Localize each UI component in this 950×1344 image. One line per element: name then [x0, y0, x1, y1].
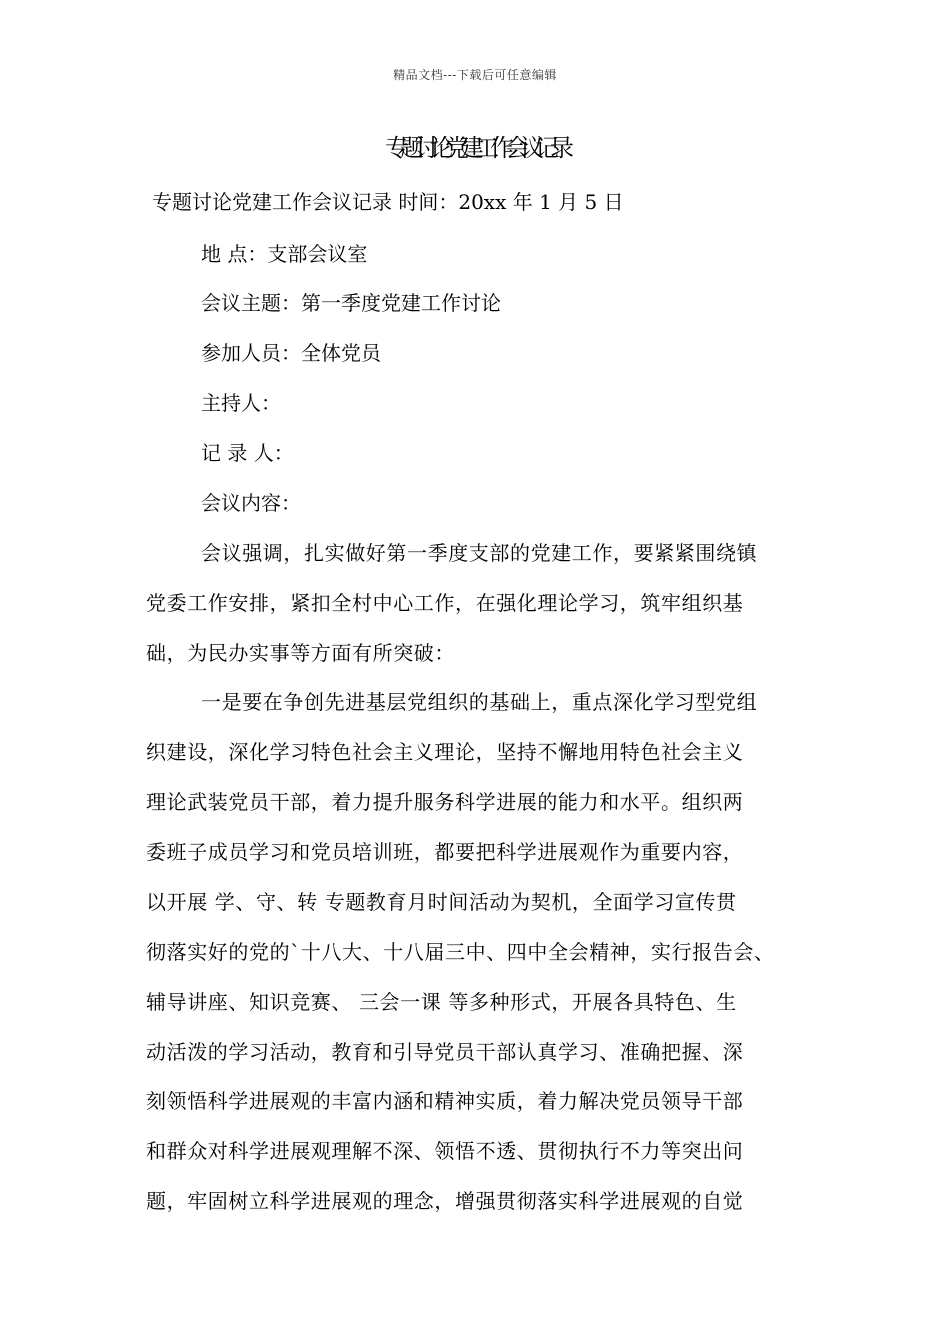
field-topic: 会议主题：第一季度党建工作讨论: [201, 291, 501, 315]
paragraph-2-line-3: 理论武装党员干部，着力提升服务科学进展的能力和水平。组织两: [146, 790, 744, 814]
field-recorder: 记 录 人：: [201, 441, 294, 465]
paragraph-1-line-3: 础，为民办实事等方面有所突破：: [146, 641, 455, 665]
field-content: 会议内容：: [201, 491, 301, 515]
paragraph-2-line-9: 刻领悟科学进展观的丰富内涵和精神实质，着力解决党员领导干部: [146, 1089, 744, 1113]
paragraph-2-line-6: 彻落实好的党的`十八大、十八届三中、四中全会精神，实行报告会、: [146, 940, 775, 964]
paragraph-2-line-10: 和群众对科学进展观理解不深、领悟不透、贯彻执行不力等突出问: [146, 1139, 744, 1163]
field-location: 地 点：支部会议室: [201, 242, 368, 266]
paragraph-2-line-7: 辅导讲座、知识竞赛、 三会一课 等多种形式，开展各具特色、生: [146, 990, 737, 1014]
field-host: 主持人：: [201, 391, 281, 415]
paragraph-2-line-1: 一是要在争创先进基层党组织的基础上，重点深化学习型党组: [201, 690, 758, 714]
paragraph-1-line-1: 会议强调，扎实做好第一季度支部的党建工作，要紧紧围绕镇: [201, 541, 758, 565]
paragraph-2-line-4: 委班子成员学习和党员培训班，都要把科学进展观作为重要内容，: [146, 840, 744, 864]
header-note: 精品文档---下载后可任意编辑: [393, 68, 557, 82]
meta-line: 专题讨论党建工作会议记录 时间：20xx 年 1 月 5 日: [152, 190, 624, 214]
field-attendees: 参加人员：全体党员: [201, 341, 381, 365]
paragraph-2-line-11: 题，牢固树立科学进展观的理念，增强贯彻落实科学进展观的自觉: [146, 1189, 744, 1213]
paragraph-1-line-2: 党委工作安排，紧扣全村中心工作，在强化理论学习，筑牢组织基: [146, 591, 744, 615]
paragraph-2-line-8: 动活泼的学习活动，教育和引导党员干部认真学习、准确把握、深: [146, 1040, 744, 1064]
document-title: 专题讨论党建工作会议记录: [385, 134, 565, 162]
paragraph-2-line-2: 织建设，深化学习特色社会主义理论，坚持不懈地用特色社会主义: [146, 740, 744, 764]
paragraph-2-line-5: 以开展 学、守、转 专题教育月时间活动为契机，全面学习宣传贯: [146, 890, 737, 914]
